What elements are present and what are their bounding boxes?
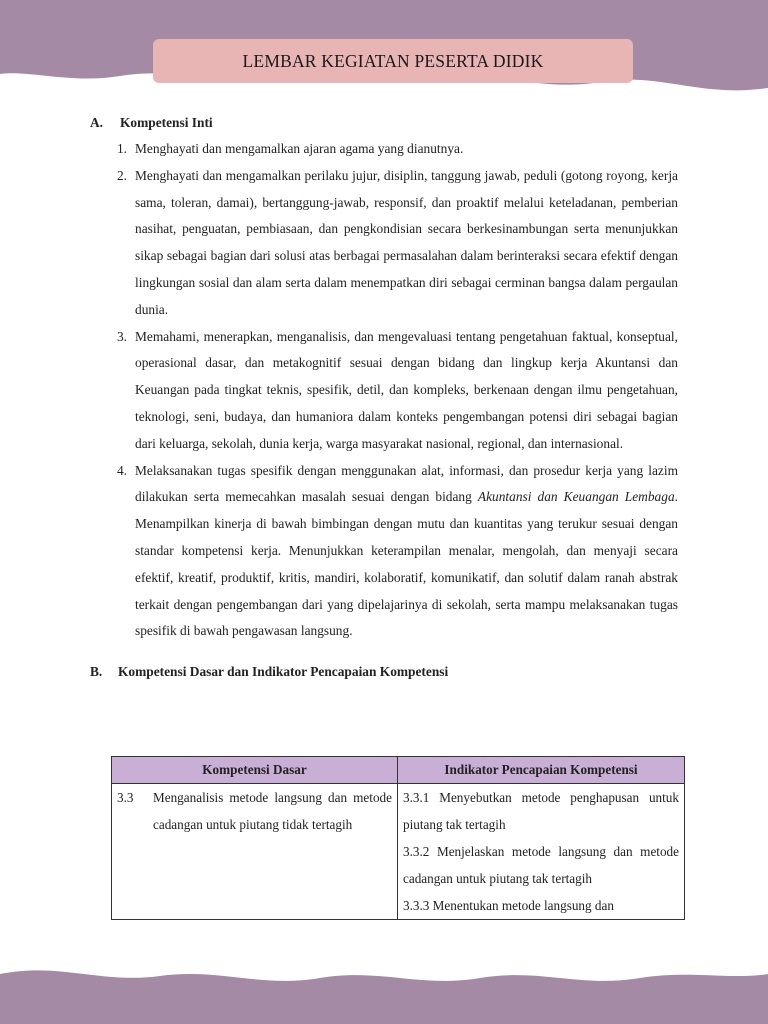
kd-number: 3.3	[117, 790, 134, 805]
list-item-text-part: . Menampilkan kinerja di bawah bimbingan dengan mutu dan kuantitas yang terukur sesuai dengan standar kompetensi kerja. Menunjukkan keterampilan menalar, mengolah, dan menyaji secara efektif, kreatif, produktif, kritis, mandiri, kolaboratif, komunikatif, dan solutif dalam ranah abstrak terkait dengan pengembangan dari yang dipelajarinya di sekolah, serta mampu melaksanakan tugas spesifik di bawah pengawasan langsung.	[135, 489, 678, 639]
list-item-text	[135, 458, 678, 646]
list-item	[90, 324, 678, 458]
table-cell-indicators	[398, 784, 685, 920]
main-content	[90, 113, 678, 682]
list-item-number: 4.	[116, 462, 127, 478]
kompetensi-inti-list	[90, 136, 678, 645]
section-b-title: Kompetensi Dasar dan Indikator Pencapaian Kompetensi	[118, 664, 449, 680]
list-item	[90, 458, 678, 646]
table-row	[112, 784, 685, 920]
list-item-number: 1.	[116, 141, 127, 156]
list-item-number: 2.	[116, 167, 127, 183]
table-header-row	[112, 757, 685, 784]
indicator-item: 3.3.3 Menentukan metode langsung dan	[403, 898, 614, 913]
list-item-number: 3.	[116, 328, 127, 344]
kompetensi-table	[111, 756, 685, 920]
list-item-italic-text: Akuntansi dan Keuangan Lembaga	[477, 489, 675, 505]
kd-text: Menganalisis metode langsung dan metode cadangan untuk piutang tidak tertagih	[153, 790, 392, 832]
list-item	[90, 163, 678, 324]
section-a-heading	[90, 113, 678, 133]
section-b-letter: B.	[90, 664, 103, 680]
table-header-kd: Kompetensi Dasar	[112, 757, 398, 784]
bottom-wave-decoration	[0, 944, 768, 1024]
section-a-title: Kompetensi Inti	[120, 115, 213, 130]
list-item	[90, 136, 678, 163]
table-cell-kd	[112, 784, 398, 920]
page-title	[153, 39, 633, 83]
section-a-letter: A.	[90, 115, 104, 130]
list-item-text-part: Melaksanakan tugas spesifik dengan menggunakan alat, informasi, dan prosedur kerja yang lazim dilakukan serta memecahkan masalah sesuai dengan bidang	[135, 462, 678, 505]
list-item-text: Menghayati dan mengamalkan perilaku jujur, disiplin, tanggung jawab, peduli (gotong royong, kerja sama, toleran, damai), bertanggung-jawab, responsif, dan proaktif melalui keteladanan, pemberian nasihat, penguatan, pembiasaan, dan pengkondisian secara berkesinambungan serta menunjukkan sikap sebagai bagian dari solusi atas berbagai permasalahan dalam berinteraksi secara efektif dengan lingkungan sosial dan alam serta dalam menempatkan diri sebagai cerminan bangsa dalam pergaulan dunia.	[135, 167, 678, 317]
indicator-item: 3.3.1 Menyebutkan metode penghapusan untuk piutang tak tertagih	[403, 790, 679, 832]
table-header-indicator: Indikator Pencapaian Kompetensi	[398, 757, 685, 784]
page-title-text: LEMBAR KEGIATAN PESERTA DIDIK	[242, 50, 544, 71]
section-b-heading	[90, 662, 678, 682]
list-item-text: Memahami, menerapkan, menganalisis, dan mengevaluasi tentang pengetahuan faktual, konseptual, operasional dasar, dan metakognitif sesuai dengan bidang dan lingkup kerja Akuntansi dan Keuangan pada tingkat teknis, spesifik, detil, dan kompleks, berkenaan dengan ilmu pengetahuan, teknologi, seni, budaya, dan humaniora dalam konteks pengembangan potensi diri sebagai bagian dari keluarga, sekolah, dunia kerja, warga masyarakat nasional, regional, dan internasional.	[135, 328, 678, 451]
indicator-item: 3.3.2 Menjelaskan metode langsung dan metode cadangan untuk piutang tak tertagih	[403, 844, 679, 886]
list-item-text: Menghayati dan mengamalkan ajaran agama yang dianutnya.	[135, 141, 464, 156]
